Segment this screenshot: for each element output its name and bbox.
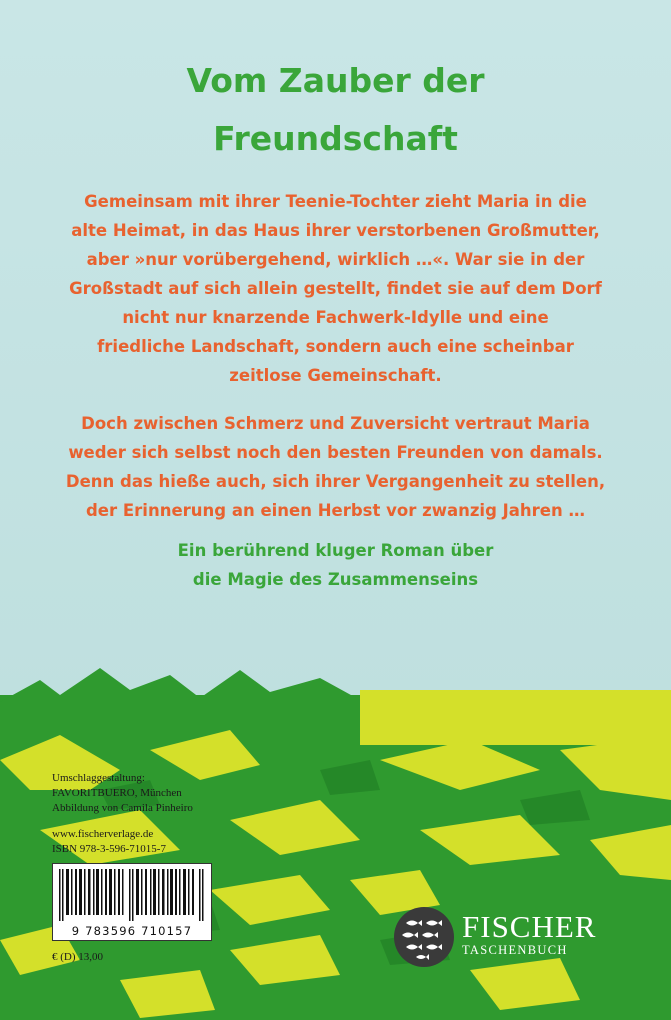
blurb-1-line-1: Gemeinsam mit ihrer Teenie-Tochter zieht Maria in die — [84, 192, 587, 211]
blurb-1-line-5: nicht nur knarzende Fachwerk-Idylle und eine — [122, 308, 549, 327]
tagline-line-1: Ein berührend kluger Roman über — [177, 541, 494, 560]
blurb-2-line-4: der Erinnerung an einen Herbst vor zwanzig Jahren … — [86, 501, 585, 520]
barcode-digits: 9 783596 710157 — [71, 924, 193, 938]
title-line-2: Freundschaft — [213, 119, 458, 158]
blurb-2-line-2: weder sich selbst noch den besten Freunden von damals. — [68, 443, 603, 462]
isbn: ISBN 978-3-596-71015-7 — [52, 843, 166, 855]
blurb-paragraph-1 — [40, 187, 631, 390]
blurb-2-line-1: Doch zwischen Schmerz und Zuversicht vertraut Maria — [81, 414, 590, 433]
blurb-1-line-6: friedliche Landschaft, sondern auch eine scheinbar — [97, 337, 574, 356]
blurb-1-line-3: aber »nur vorübergehend, wirklich …«. War sie in der — [86, 250, 585, 269]
page-title — [0, 52, 671, 168]
blurb-1-line-2: alte Heimat, in das Haus ihrer verstorbenen Großmutter, — [71, 221, 600, 240]
price: € (D) 13,00 — [52, 951, 104, 963]
credits-illustration: Abbildung von Camila Pinheiro — [52, 802, 193, 814]
tagline — [40, 536, 631, 594]
publisher-logo — [392, 905, 632, 975]
fischer-fish-logo-icon — [392, 905, 456, 969]
credits-designer: FAVORITBUERO, München — [52, 787, 182, 799]
blurb-1-line-4: Großstadt auf sich allein gestellt, findet sie auf dem Dorf — [69, 279, 602, 298]
publisher-website: www.fischerverlage.de — [52, 828, 154, 840]
credits-design-label: Umschlaggestaltung: — [52, 772, 145, 784]
publisher-name: FISCHER — [462, 909, 597, 944]
blurb-1-line-7: zeitlose Gemeinschaft. — [229, 366, 442, 385]
tagline-line-2: die Magie des Zusammenseins — [192, 570, 479, 589]
barcode-icon — [59, 869, 205, 921]
blurb-paragraph-2 — [40, 409, 631, 525]
credits-block — [52, 771, 193, 857]
publisher-imprint: TASCHENBUCH — [462, 943, 568, 957]
title-line-1: Vom Zauber der — [186, 61, 485, 100]
barcode — [52, 863, 212, 941]
blurb-2-line-3: Denn das hieße auch, sich ihrer Vergangenheit zu stellen, — [65, 472, 606, 491]
